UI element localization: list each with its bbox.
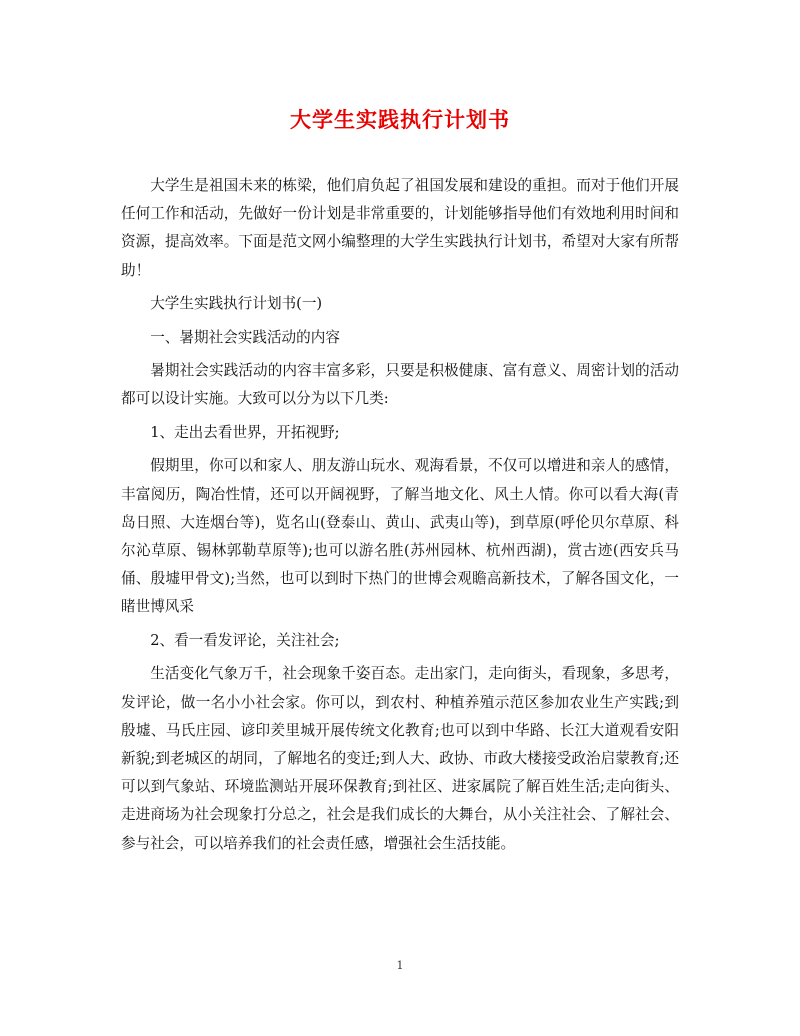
list-item-heading: 1、走出去看世界，开拓视野; [150, 423, 340, 441]
content-paragraph: 生活变化气象万千，社会现象千姿百态。走出家门，走向街头，看现象，多思考，发评论，做一名小小社会家。你可以，到农村、种植养殖示范区参加农业生产实践;到殷墟、马氏庄园、谚印羑里城开展传统文化教育;也可以到中华路、长江大道观看安阳新貌;到老城区的胡同，了解地名的变迁;到人大、政协、市政大楼接受政治启蒙教育;还可以到气象站、环境监测站开展环保教育;到社区、进家属院了解百姓生活;走向街头、走进商场为社会现象打分总之，社会是我们成长的大舞台，从小关注社会、了解社会、参与社会，可以培养我们的社会责任感，增强社会生活技能。 [121, 665, 679, 852]
list-item-heading: 2、看一看发评论，关注社会; [150, 631, 340, 649]
intro-paragraph: 大学生是祖国未来的栋梁，他们肩负起了祖国发展和建设的重担。而对于他们开展任何工作和活动，先做好一份计划是非常重要的，计划能够指导他们有效地利用时间和资源，提高效率。下面是范文网小编整理的大学生实践执行计划书，希望对大家有所帮助！ [121, 177, 679, 279]
page-number: 1 [396, 959, 404, 972]
content-paragraph: 假期里，你可以和家人、朋友游山玩水、观海看景，不仅可以增进和亲人的感情，丰富阅历，陶冶性情，还可以开阔视野，了解当地文化、风土人情。你可以看大海(青岛日照、大连烟台等)，览名山(登泰山、黄山、武夷山等)，到草原(呼伦贝尔草原、科尔沁草原、锡林郭勒草原等);也可以游名胜(苏州园林、杭州西湖)，赏古迹(西安兵马俑、殷墟甲骨文);当然，也可以到时下热门的世博会观瞻高新技术，了解各国文化，一睹世博风采 [121, 457, 679, 616]
document-title: 大学生实践执行计划书 [290, 108, 510, 132]
subsection-heading: 一、暑期社会实践活动的内容 [150, 328, 340, 346]
document-body [121, 172, 679, 863]
section-heading: 大学生实践执行计划书(一) [150, 295, 323, 313]
content-paragraph: 暑期社会实践活动的内容丰富多彩，只要是积极健康、富有意义、周密计划的活动都可以设计实施。大致可以分为以下几类: [121, 362, 679, 408]
